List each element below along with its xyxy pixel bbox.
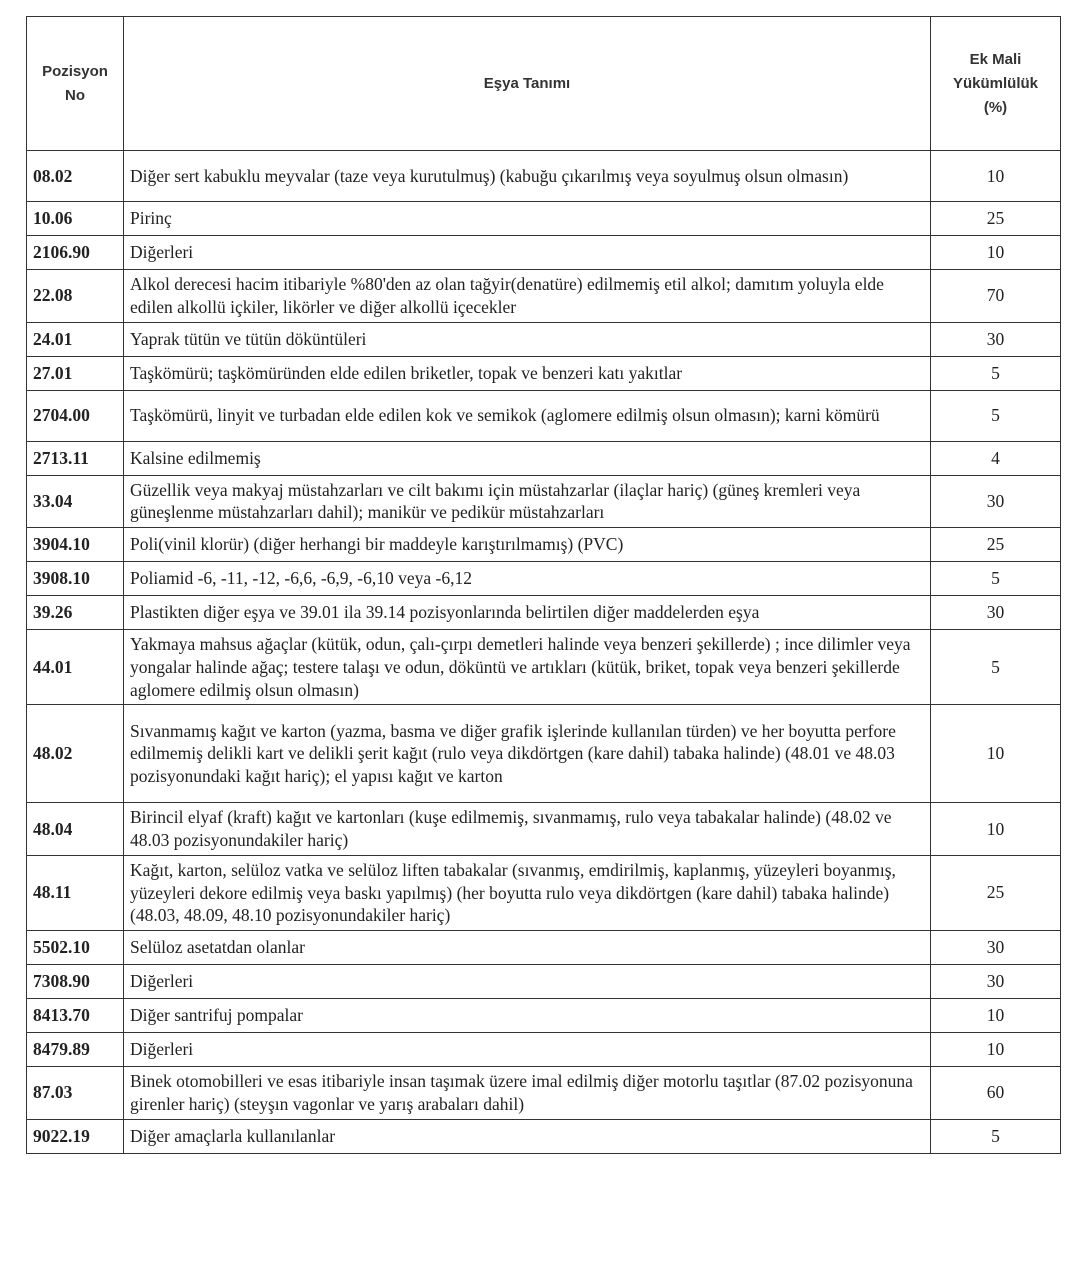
position-code: 3904.10 [27,528,124,562]
rate-value: 30 [931,596,1061,630]
rate-value: 5 [931,356,1061,390]
position-code: 87.03 [27,1067,124,1120]
description: Taşkömürü, linyit ve turbadan elde edilen kok ve semikok (aglomere edilmiş olsun olmasın); karni kömürü [124,390,931,441]
header-position-no [27,17,124,151]
description: Poliamid -6, -11, -12, -6,6, -6,9, -6,10 veya -6,12 [124,562,931,596]
position-code: 5502.10 [27,931,124,965]
rate-value: 25 [931,202,1061,236]
table-row [27,270,1061,323]
table-row [27,441,1061,475]
table-row [27,1067,1061,1120]
position-code: 7308.90 [27,965,124,999]
table-row [27,931,1061,965]
table-row [27,151,1061,202]
description: Yaprak tütün ve tütün döküntüleri [124,322,931,356]
position-code: 24.01 [27,322,124,356]
description: Diğerleri [124,1033,931,1067]
table-header-row [27,17,1061,151]
description: Sıvanmamış kağıt ve karton (yazma, basma ve diğer grafik işlerinde kullanılan türden) ve her boyutta perfore edilmemiş delikli kart ve delikli şerit kağıt (rulo veya dikdörtgen (kare dahil) tabaka halinde) (48.01 ve 48.03 pozisyonundaki kağıt hariç); el yapısı kağıt ve karton [124,705,931,803]
header-rate [931,17,1061,151]
tariff-table [26,16,1061,1154]
table-row [27,1033,1061,1067]
description: Kağıt, karton, selüloz vatka ve selüloz liften tabakalar (sıvanmış, emdirilmiş, kaplanmış, yüzeyleri boyanmış, yüzeyleri dekore edilmiş veya baskı yapılmış) (her boyutta rulo veya dikdörtgen (kare dahil) tabaka halinde) (48.03, 48.09, 48.10 pozisyonundakiler hariç) [124,855,931,930]
description: Güzellik veya makyaj müstahzarları ve cilt bakımı için müstahzarlar (ilaçlar hariç) (güneş kremleri veya güneşlenme müstahzarları dahil); manikür ve pedikür müstahzarları [124,475,931,528]
rate-value: 60 [931,1067,1061,1120]
rate-value: 30 [931,931,1061,965]
description: Plastikten diğer eşya ve 39.01 ila 39.14 pozisyonlarında belirtilen diğer maddelerden eşya [124,596,931,630]
rate-value: 10 [931,236,1061,270]
rate-value: 10 [931,999,1061,1033]
position-code: 27.01 [27,356,124,390]
position-code: 39.26 [27,596,124,630]
description: Pirinç [124,202,931,236]
position-code: 8413.70 [27,999,124,1033]
table-row [27,528,1061,562]
rate-value: 30 [931,965,1061,999]
rate-value: 25 [931,528,1061,562]
position-code: 48.04 [27,803,124,856]
table-row [27,1119,1061,1153]
rate-value: 5 [931,390,1061,441]
table-row [27,630,1061,705]
position-code: 33.04 [27,475,124,528]
position-code: 10.06 [27,202,124,236]
table-row [27,475,1061,528]
table-row [27,705,1061,803]
description: Yakmaya mahsus ağaçlar (kütük, odun, çalı-çırpı demetleri halinde veya benzeri şekillerde) ; ince dilimler veya yongalar halinde ağaç; testere talaşı ve odun, döküntü ve artıkları (kütük, briket, topak veya benzeri şekillerde aglomere edilmiş olsun olmasın) [124,630,931,705]
rate-value: 5 [931,562,1061,596]
description: Poli(vinil klorür) (diğer herhangi bir maddeyle karıştırılmamış) (PVC) [124,528,931,562]
position-code: 2106.90 [27,236,124,270]
description: Binek otomobilleri ve esas itibariyle insan taşımak üzere imal edilmiş diğer motorlu taşıtlar (87.02 pozisyonuna girenler hariç) (steyşın vagonlar ve yarış arabaları dahil) [124,1067,931,1120]
position-code: 9022.19 [27,1119,124,1153]
table-row [27,803,1061,856]
rate-value: 10 [931,151,1061,202]
rate-value: 25 [931,855,1061,930]
table-row [27,202,1061,236]
header-position-no-line2: No [65,86,85,104]
rate-value: 70 [931,270,1061,323]
header-description: Eşya Tanımı [124,17,931,151]
description: Diğerleri [124,236,931,270]
position-code: 8479.89 [27,1033,124,1067]
position-code: 48.11 [27,855,124,930]
position-code: 22.08 [27,270,124,323]
position-code: 2704.00 [27,390,124,441]
table-row [27,596,1061,630]
rate-value: 10 [931,1033,1061,1067]
tariff-table-document [26,16,1060,1154]
table-row [27,236,1061,270]
table-row [27,390,1061,441]
rate-value: 5 [931,1119,1061,1153]
table-row [27,855,1061,930]
table-row [27,322,1061,356]
position-code: 44.01 [27,630,124,705]
table-row [27,562,1061,596]
description: Diğer amaçlarla kullanılanlar [124,1119,931,1153]
rate-value: 10 [931,705,1061,803]
description: Birincil elyaf (kraft) kağıt ve kartonları (kuşe edilmemiş, sıvanmamış, rulo veya tabakalar halinde) (48.02 ve 48.03 pozisyonundakiler hariç) [124,803,931,856]
position-code: 2713.11 [27,441,124,475]
description: Taşkömürü; taşkömüründen elde edilen briketler, topak ve benzeri katı yakıtlar [124,356,931,390]
description: Selüloz asetatdan olanlar [124,931,931,965]
header-position-no-line1: Pozisyon [42,62,108,80]
position-code: 3908.10 [27,562,124,596]
header-rate-line3: (%) [983,98,1008,116]
header-rate-line1: Ek Mali [969,50,1022,68]
table-row [27,356,1061,390]
position-code: 08.02 [27,151,124,202]
table-row [27,965,1061,999]
description: Diğer sert kabuklu meyvalar (taze veya kurutulmuş) (kabuğu çıkarılmış veya soyulmuş olsun olmasın) [124,151,931,202]
rate-value: 5 [931,630,1061,705]
rate-value: 30 [931,475,1061,528]
description: Diğer santrifuj pompalar [124,999,931,1033]
position-code: 48.02 [27,705,124,803]
rate-value: 10 [931,803,1061,856]
header-rate-line2: Yükümlülük [952,74,1038,92]
description: Alkol derecesi hacim itibariyle %80'den az olan tağyir(denatüre) edilmemiş etil alkol; damıtım yoluyla elde edilen alkollü içkiler, likörler ve diğer alkollü içecekler [124,270,931,323]
description: Diğerleri [124,965,931,999]
rate-value: 4 [931,441,1061,475]
table-row [27,999,1061,1033]
description: Kalsine edilmemiş [124,441,931,475]
rate-value: 30 [931,322,1061,356]
